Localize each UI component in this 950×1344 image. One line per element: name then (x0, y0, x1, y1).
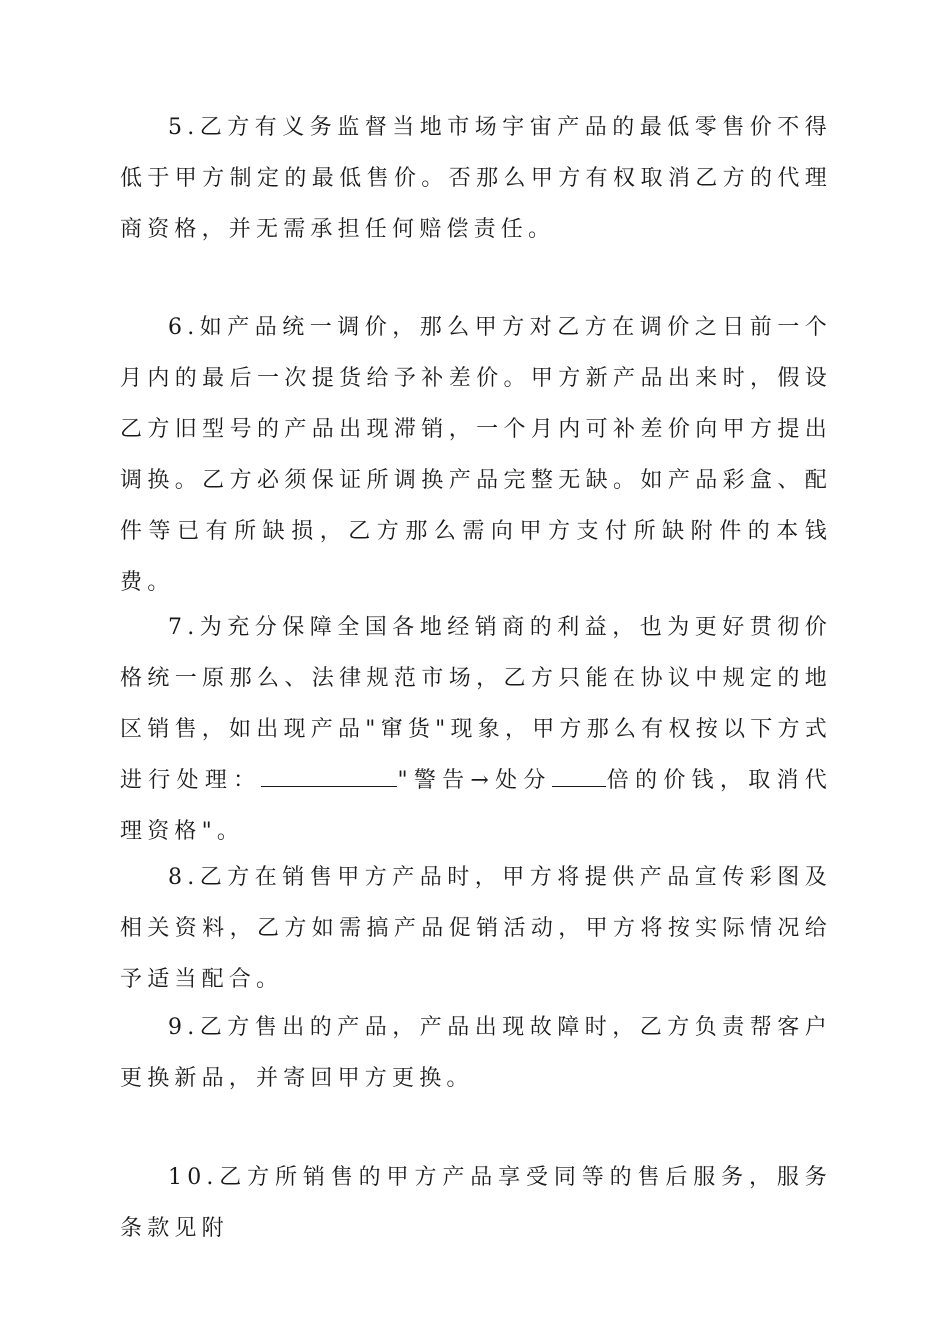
clause-10: 10.乙方所销售的甲方产品享受同等的售后服务，服务条款见附 (120, 1165, 832, 1241)
fill-in-blank-1 (261, 766, 369, 787)
clause-6: 6.如产品统一调价，那么甲方对乙方在调价之日前一个月内的最后一次提货给予补差价。甲方新产品出来时，假设乙方旧型号的产品出现滞销，一个月内可补差价向甲方提出调换。乙方必须保证所调换产品完整无缺。如产品彩盒、配件等已有所缺损，乙方那么需向甲方支付所缺附件的本钱费。 (120, 315, 832, 595)
clause-7-text-before: 7.为充分保障全国各地经销商的利益，也为更好贯彻价格统一原那么、法律规范市场，乙方只能在协议中规定的地区销售，如出现产品"窜货"现象，甲方那么有权按以下方式进行处理： (120, 615, 832, 793)
clause-7-text-after: 倍的价钱，取消代理资格"。 (120, 768, 832, 844)
fill-in-blank-2 (552, 766, 606, 787)
clause-8: 8.乙方在销售甲方产品时，甲方将提供产品宣传彩图及相关资料，乙方如需搞产品促销活动，甲方将按实际情况给予适当配合。 (120, 865, 832, 992)
fill-in-blank-1-continued (369, 766, 397, 787)
clause-7-text-middle: "警告→处分 (397, 768, 552, 793)
clause-7 (120, 602, 832, 857)
clause-5: 5.乙方有义务监督当地市场宇宙产品的最低零售价不得低于甲方制定的最低售价。否那么甲方有权取消乙方的代理商资格，并无需承担任何赔偿责任。 (120, 115, 832, 242)
clause-9: 9.乙方售出的产品，产品出现故障时，乙方负责帮客户更换新品，并寄回甲方更换。 (120, 1015, 832, 1091)
